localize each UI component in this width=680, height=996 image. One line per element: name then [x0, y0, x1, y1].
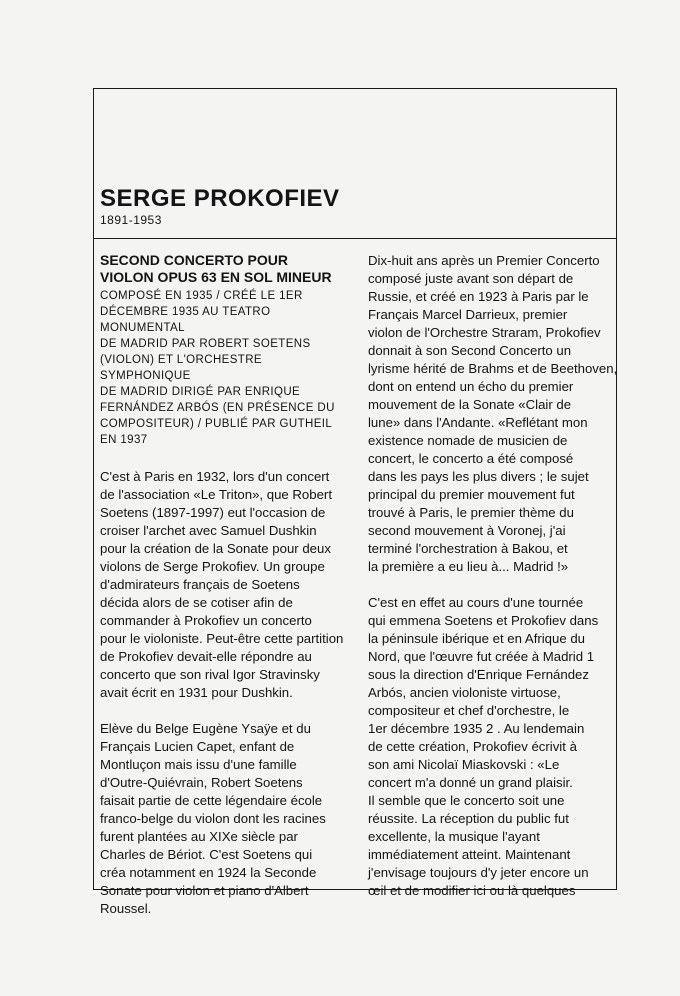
text-line: concert m'a donné un grand plaisir.: [368, 775, 573, 790]
text-line: principal du premier mouvement fut: [368, 487, 575, 502]
text-line: pour le violoniste. Peut-être cette partition: [100, 631, 344, 646]
text-line: qui emmena Soetens et Prokofiev dans: [368, 613, 599, 628]
work-title: [100, 252, 352, 286]
work-info-line: (VIOLON) ET L'ORCHESTRE SYMPHONIQUE: [100, 354, 262, 382]
text-line: Montluçon mais issu d'une famille: [100, 757, 297, 772]
text-line: son ami Nicolaï Miaskovski : «Le: [368, 757, 560, 772]
text-line: existence nomade de musicien de: [368, 433, 568, 448]
work-info-line: DE MADRID PAR ROBERT SOETENS: [100, 338, 311, 350]
right-body-text: [368, 252, 618, 900]
text-line: C'est à Paris en 1932, lors d'un concert: [100, 469, 330, 484]
composer-name: SERGE PROKOFIEV: [100, 185, 340, 212]
text-line: sous la direction d'Enrique Fernández: [368, 667, 589, 682]
text-line: de Prokofiev devait-elle répondre au: [100, 649, 312, 664]
text-line: créa notamment en 1924 la Seconde: [100, 865, 317, 880]
composer-years: 1891-1953: [100, 213, 162, 227]
text-line: terminé l'orchestration à Bakou, et: [368, 541, 568, 556]
work-info-line: FERNÁNDEZ ARBÓS (EN PRÉSENCE DU: [100, 402, 335, 414]
text-line: Français Lucien Capet, enfant de: [100, 739, 295, 754]
text-line: franco-belge du violon dont les racines: [100, 811, 326, 826]
text-line: donnait à son Second Concerto un: [368, 343, 572, 358]
text-line: de cette création, Prokofiev écrivit à: [368, 739, 577, 754]
text-line: second mouvement à Voronej, j'ai: [368, 523, 566, 538]
paragraph: [100, 720, 352, 918]
work-info-line: DE MADRID DIRIGÉ PAR ENRIQUE: [100, 386, 301, 398]
text-line: C'est en effet au cours d'une tournée: [368, 595, 584, 610]
text-line: mouvement de la Sonate «Clair de: [368, 397, 572, 412]
text-line: d'admirateurs français de Soetens: [100, 577, 300, 592]
text-line: pour la création de la Sonate pour deux: [100, 541, 331, 556]
text-line: Arbós, ancien violoniste virtuose,: [368, 685, 561, 700]
right-column: [368, 252, 618, 900]
text-line: compositeur et chef d'orchestre, le: [368, 703, 570, 718]
text-line: Elève du Belge Eugène Ysaÿe et du: [100, 721, 311, 736]
text-line: décida alors de se cotiser afin de: [100, 595, 293, 610]
paragraph: [100, 468, 352, 702]
text-line: violons de Serge Prokofiev. Un groupe: [100, 559, 325, 574]
text-line: immédiatement atteint. Maintenant: [368, 847, 571, 862]
text-line: excellente, la musique l'ayant: [368, 829, 540, 844]
text-line: de l'association «Le Triton», que Robert: [100, 487, 332, 502]
text-line: faisait partie de cette légendaire école: [100, 793, 323, 808]
text-line: concert, le concerto a été composé: [368, 451, 574, 466]
text-line: j'envisage toujours d'y jeter encore un: [368, 865, 589, 880]
text-line: dont on entend un écho du premier: [368, 379, 574, 394]
text-line: 1er décembre 1935 2 . Au lendemain: [368, 721, 585, 736]
text-line: violon de l'Orchestre Straram, Prokofiev: [368, 325, 601, 340]
text-line: Il semble que le concerto soit une: [368, 793, 565, 808]
text-line: commander à Prokofiev un concerto: [100, 613, 312, 628]
work-info-line: EN 1937: [100, 434, 148, 446]
text-line: réussite. La réception du public fut: [368, 811, 569, 826]
work-info-line: COMPOSITEUR) / PUBLIÉ PAR GUTHEIL: [100, 418, 333, 430]
text-line: Russie, et créé en 1923 à Paris par le: [368, 289, 589, 304]
text-line: Français Marcel Darrieux, premier: [368, 307, 568, 322]
work-info: [100, 288, 352, 448]
text-line: furent plantées au XIXe siècle par: [100, 829, 298, 844]
text-line: Soetens (1897-1997) eut l'occasion de: [100, 505, 326, 520]
work-info-line: COMPOSÉ EN 1935 / CRÉÉ LE 1ER: [100, 290, 303, 302]
text-line: avait écrit en 1931 pour Dushkin.: [100, 685, 293, 700]
work-title-line: VIOLON OPUS 63 EN SOL MINEUR: [100, 269, 332, 285]
left-body-text: [100, 468, 352, 918]
text-line: lune» dans l'Andante. «Reflétant mon: [368, 415, 588, 430]
paragraph: [368, 594, 614, 900]
left-column: [100, 252, 352, 918]
text-line: œil et de modifier ici ou là quelques: [368, 883, 576, 898]
text-line: Sonate pour violon et piano d'Albert: [100, 883, 309, 898]
text-line: la péninsule ibérique et en Afrique du: [368, 631, 586, 646]
text-line: concerto que son rival Igor Stravinsky: [100, 667, 320, 682]
text-line: Roussel.: [100, 901, 152, 916]
text-line: croiser l'archet avec Samuel Dushkin: [100, 523, 317, 538]
text-line: la première a eu lieu à... Madrid !»: [368, 559, 569, 574]
text-line: Charles de Bériot. C'est Soetens qui: [100, 847, 313, 862]
paragraph: [368, 252, 618, 576]
text-line: composé juste avant son départ de: [368, 271, 574, 286]
text-line: Dix-huit ans après un Premier Concerto: [368, 253, 600, 268]
header-divider: [93, 238, 617, 239]
text-line: d'Outre-Quiévrain, Robert Soetens: [100, 775, 303, 790]
text-line: Nord, que l'œuvre fut créée à Madrid 1: [368, 649, 595, 664]
text-line: dans les pays les plus divers ; le sujet: [368, 469, 589, 484]
work-title-line: SECOND CONCERTO POUR: [100, 252, 288, 268]
text-line: trouvé à Paris, le premier thème du: [368, 505, 574, 520]
text-line: lyrisme hérité de Brahms et de Beethoven,: [368, 361, 618, 376]
work-info-line: DÉCEMBRE 1935 AU TEATRO MONUMENTAL: [100, 306, 271, 334]
